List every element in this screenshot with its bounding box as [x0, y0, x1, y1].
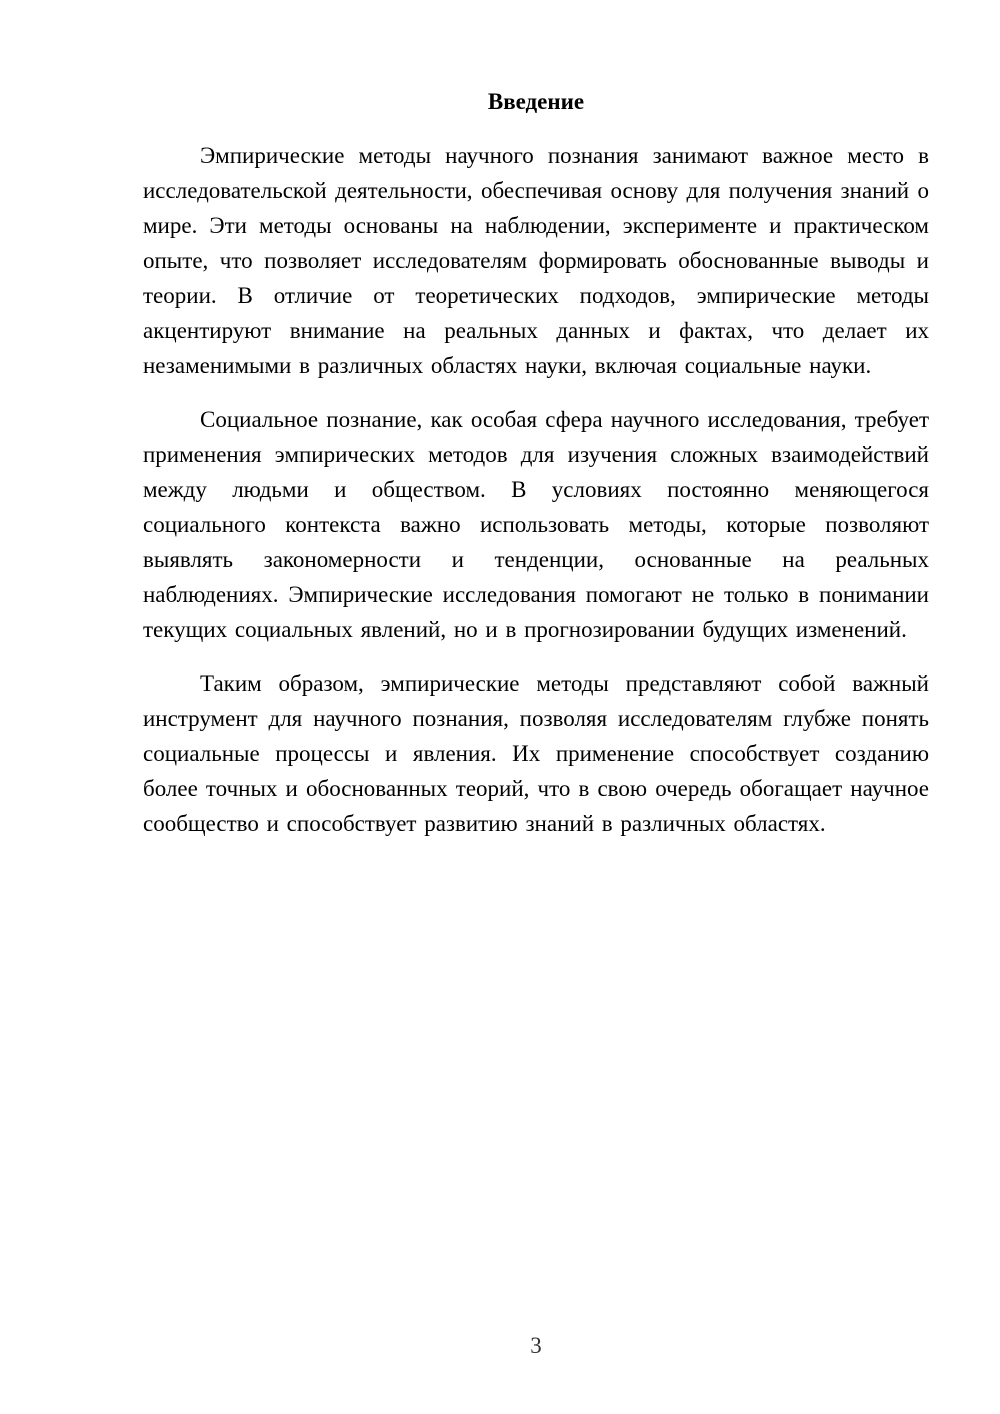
section-title: Введение	[487, 89, 585, 114]
page-content	[143, 84, 929, 841]
paragraph: Социальное познание, как особая сфера научного исследования, требует применения эмпирических методов для изучения сложных взаимодействий между людьми и обществом. В условиях постоянно меняющегося социального контекста важно использовать методы, которые позволяют выявлять закономерности и тенденции, основанные на реальных наблюдениях. Эмпирические исследования помогают не только в понимании текущих социальных явлений, но и в прогнозировании будущих изменений.	[143, 407, 929, 642]
page-number: 3	[530, 1333, 542, 1358]
paragraph: Таким образом, эмпирические методы представляют собой важный инструмент для научного познания, позволяя исследователям глубже понять социальные процессы и явления. Их применение способствует созданию более точных и обоснованных теорий, что в свою очередь обогащает научное сообщество и способствует развитию знаний в различных областях.	[143, 671, 929, 836]
paragraph: Эмпирические методы научного познания занимают важное место в исследовательской деятельности, обеспечивая основу для получения знаний о мире. Эти методы основаны на наблюдении, эксперименте и практическом опыте, что позволяет исследователям формировать обоснованные выводы и теории. В отличие от теоретических подходов, эмпирические методы акцентируют внимание на реальных данных и фактах, что делает их незаменимыми в различных областях науки, включая социальные науки.	[143, 143, 929, 378]
